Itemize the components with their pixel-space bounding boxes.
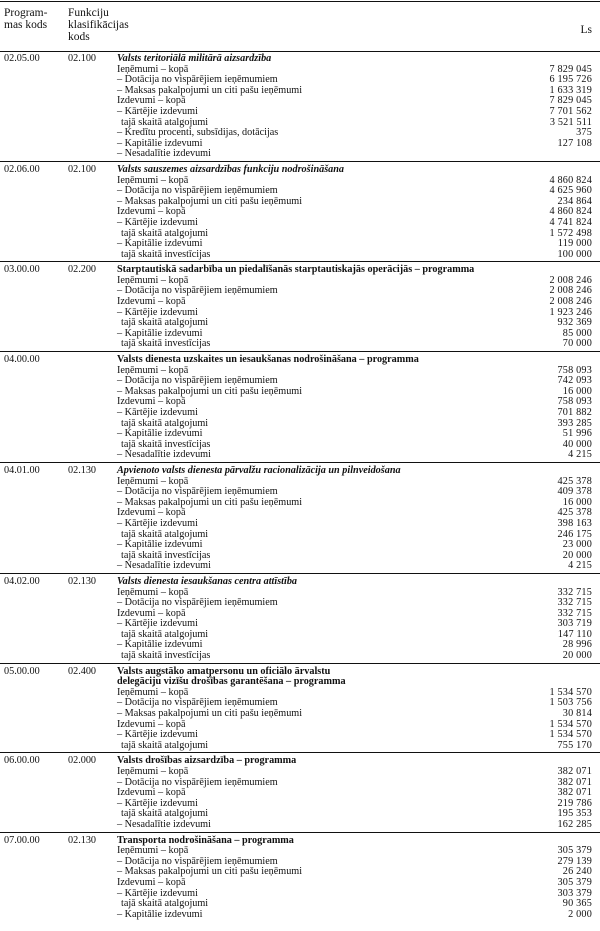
table-body: [0, 54, 600, 920]
line-item-value: 425 378: [557, 507, 592, 519]
line-item-label: – Kapitālie izdevumi: [117, 539, 203, 551]
program-code: 04.00.00: [4, 354, 40, 366]
program-section: [0, 667, 600, 752]
line-item-label: – Kredītu procenti, subsīdijas, dotācijas: [117, 127, 279, 139]
line-item-label: – Maksas pakalpojumi un citi pašu ieņēmumi: [117, 496, 303, 508]
line-item-label: – Dotācija no vispārējiem ieņēmumiem: [117, 375, 278, 387]
line-item-value: 279 139: [557, 855, 592, 867]
section-title-row: [0, 677, 600, 688]
line-item-label: Izdevumi – kopā: [117, 787, 186, 799]
line-item: [0, 286, 600, 297]
line-item: [0, 397, 600, 408]
line-item-value: 30 814: [562, 708, 592, 720]
section-title: Valsts dienesta iesaukšanas centra attīstība: [117, 575, 298, 587]
line-item-value: 1 633 319: [549, 84, 592, 96]
line-item-value: 7 701 562: [549, 105, 592, 117]
line-item: [0, 86, 600, 97]
line-item-value: 1 503 756: [549, 697, 592, 709]
line-item-label: Ieņēmumi – kopā: [117, 364, 189, 376]
line-item-value: 409 378: [557, 486, 592, 498]
line-item-value: 425 378: [557, 475, 592, 487]
line-item-value: 26 240: [562, 866, 592, 878]
line-item-value: 382 071: [557, 776, 592, 788]
line-item-value: 85 000: [562, 327, 592, 339]
line-item-value: 16 000: [562, 385, 592, 397]
line-item-value: 701 882: [557, 407, 592, 418]
line-item-value: 2 008 246: [549, 285, 592, 297]
line-item: [0, 778, 600, 789]
section-title-row: [0, 165, 600, 176]
line-item-value: 4 860 824: [549, 206, 592, 218]
line-item-value: 332 715: [557, 586, 592, 598]
function-code: 02.100: [68, 53, 97, 64]
line-item: [0, 767, 600, 778]
line-item-label: tajā skaitā investīcijas: [121, 338, 211, 350]
section-title: delegāciju vizīšu drošības garantēšana – programma: [117, 676, 346, 688]
line-item-label: Ieņēmumi – kopā: [117, 586, 189, 598]
header-rule: [0, 51, 600, 52]
line-item-label: – Maksas pakalpojumi un citi pašu ieņēmumi: [117, 385, 303, 397]
program-code: 05.00.00: [4, 665, 40, 677]
line-item: [0, 640, 600, 651]
line-item-value: 382 071: [557, 766, 592, 777]
program-section: [0, 265, 600, 350]
line-item-label: tajā skaitā atalgojumi: [121, 227, 209, 239]
line-item-value: 1 534 570: [549, 686, 592, 698]
section-title-row: [0, 756, 600, 767]
top-rule: [0, 1, 600, 2]
line-item-value: 2 008 246: [549, 274, 592, 286]
line-item: [0, 65, 600, 76]
line-item-label: – Dotācija no vispārējiem ieņēmumiem: [117, 697, 278, 709]
line-item: [0, 609, 600, 620]
line-item: [0, 96, 600, 107]
line-item: [0, 149, 600, 160]
line-item-value: 51 996: [562, 428, 592, 440]
line-item: [0, 910, 600, 921]
function-code: 02.200: [68, 264, 97, 276]
program-code: 02.06.00: [4, 163, 40, 175]
function-code: 02.130: [68, 575, 97, 587]
line-item-value: 3 521 511: [549, 116, 592, 128]
line-item-label: Ieņēmumi – kopā: [117, 686, 189, 698]
line-item-label: tajā skaitā atalgojumi: [121, 628, 209, 640]
line-item-label: – Kārtējie izdevumi: [117, 797, 198, 809]
program-section: [0, 54, 600, 160]
program-code: 04.01.00: [4, 464, 40, 476]
line-item-value: 40 000: [562, 438, 592, 450]
line-item-label: – Kārtējie izdevumi: [117, 729, 198, 741]
line-item: [0, 588, 600, 599]
program-code: 02.05.00: [4, 53, 40, 64]
line-item: [0, 440, 600, 451]
line-item-label: tajā skaitā atalgojumi: [121, 317, 209, 329]
line-item: [0, 118, 600, 129]
program-code: 04.02.00: [4, 575, 40, 587]
function-code: 02.100: [68, 163, 97, 175]
line-item-value: 28 996: [562, 639, 592, 651]
line-item-label: – Maksas pakalpojumi un citi pašu ieņēmumi: [117, 195, 303, 207]
program-code: 03.00.00: [4, 264, 40, 276]
line-item-label: – Maksas pakalpojumi un citi pašu ieņēmumi: [117, 84, 303, 96]
section-title: Valsts teritoriālā militārā aizsardzība: [117, 53, 272, 64]
line-item-label: – Kapitālie izdevumi: [117, 908, 203, 920]
line-item-label: Ieņēmumi – kopā: [117, 845, 189, 857]
section-title-row: [0, 54, 600, 65]
program-code: 06.00.00: [4, 755, 40, 767]
section-title: Valsts sauszemes aizsardzības funkciju nodrošināšana: [117, 163, 345, 175]
line-item-label: tajā skaitā investīcijas: [121, 438, 211, 450]
line-item: [0, 889, 600, 900]
line-item-label: tajā skaitā investīcijas: [121, 549, 211, 561]
line-item-label: Izdevumi – kopā: [117, 296, 186, 308]
line-item-value: 1 534 570: [549, 718, 592, 730]
section-title-row: [0, 466, 600, 477]
line-item-label: – Maksas pakalpojumi un citi pašu ieņēmumi: [117, 866, 303, 878]
line-item-value: 4 215: [568, 449, 592, 461]
line-item-label: – Nesadalītie izdevumi: [117, 818, 211, 830]
line-item: [0, 809, 600, 820]
line-item: [0, 741, 600, 752]
line-item-label: – Kārtējie izdevumi: [117, 407, 198, 418]
line-item-label: tajā skaitā atalgojumi: [121, 898, 209, 910]
function-code: 02.400: [68, 665, 97, 677]
line-item: [0, 519, 600, 530]
table-header: [0, 2, 600, 50]
line-item: [0, 250, 600, 261]
line-item: [0, 878, 600, 889]
line-item-label: Ieņēmumi – kopā: [117, 274, 189, 286]
line-item: [0, 387, 600, 398]
line-item-label: – Kapitālie izdevumi: [117, 428, 203, 440]
line-item-value: 393 285: [557, 417, 592, 429]
line-item-label: – Dotācija no vispārējiem ieņēmumiem: [117, 486, 278, 498]
line-item-value: 755 170: [557, 739, 592, 751]
line-item-label: tajā skaitā atalgojumi: [121, 116, 209, 128]
line-item: [0, 329, 600, 340]
line-item: [0, 598, 600, 609]
line-item: [0, 820, 600, 831]
line-item: [0, 899, 600, 910]
line-item-label: – Maksas pakalpojumi un citi pašu ieņēmumi: [117, 708, 303, 720]
line-item-value: 758 093: [557, 364, 592, 376]
line-item: [0, 128, 600, 139]
section-title-row: [0, 265, 600, 276]
program-code: 07.00.00: [4, 834, 40, 846]
line-item-value: 1 923 246: [549, 306, 592, 318]
section-title: Valsts dienesta uzskaites un iesaukšanas nodrošināšana – programma: [117, 354, 419, 366]
line-item: [0, 709, 600, 720]
line-item-label: – Kārtējie izdevumi: [117, 517, 198, 529]
line-item-label: – Kārtējie izdevumi: [117, 105, 198, 117]
line-item: [0, 619, 600, 630]
line-item-label: – Kapitālie izdevumi: [117, 238, 203, 250]
line-item-value: 382 071: [557, 787, 592, 799]
line-item-value: 4 741 824: [549, 216, 592, 228]
line-item-label: tajā skaitā investīcijas: [121, 248, 211, 260]
line-item: [0, 651, 600, 662]
line-item: [0, 688, 600, 699]
line-item: [0, 176, 600, 187]
line-item-value: 4 215: [568, 560, 592, 572]
function-code: 02.000: [68, 755, 97, 767]
line-item-value: 305 379: [557, 845, 592, 857]
line-item-label: Ieņēmumi – kopā: [117, 174, 189, 186]
line-item-value: 932 369: [557, 317, 592, 329]
line-item-value: 162 285: [557, 818, 592, 830]
line-item-label: – Kārtējie izdevumi: [117, 216, 198, 228]
line-item-label: tajā skaitā atalgojumi: [121, 808, 209, 820]
line-item: [0, 239, 600, 250]
line-item: [0, 218, 600, 229]
line-item-value: 2 000: [568, 908, 592, 920]
line-item-label: – Dotācija no vispārējiem ieņēmumiem: [117, 776, 278, 788]
function-code: 02.130: [68, 464, 97, 476]
line-item-value: 23 000: [562, 539, 592, 551]
line-item-label: tajā skaitā atalgojumi: [121, 417, 209, 429]
line-item-value: 119 000: [557, 238, 592, 250]
line-item-label: – Kapitālie izdevumi: [117, 137, 203, 149]
line-item-value: 6 195 726: [549, 74, 592, 86]
line-item-value: 246 175: [557, 528, 592, 540]
program-section: [0, 836, 600, 921]
line-item: [0, 450, 600, 461]
line-item-value: 1 534 570: [549, 729, 592, 741]
line-item-value: 375: [576, 127, 592, 139]
program-section: [0, 577, 600, 662]
line-item: [0, 508, 600, 519]
line-item-value: 2 008 246: [549, 296, 592, 308]
line-item: [0, 561, 600, 572]
line-item-value: 303 719: [557, 618, 592, 630]
line-item-value: 398 163: [557, 517, 592, 529]
line-item: [0, 867, 600, 878]
program-section: [0, 355, 600, 461]
program-section: [0, 466, 600, 572]
line-item-label: tajā skaitā investīcijas: [121, 650, 211, 662]
section-title-row: [0, 836, 600, 847]
line-item-value: 332 715: [557, 607, 592, 619]
line-item: [0, 339, 600, 350]
line-item-value: 1 572 498: [549, 227, 592, 239]
line-item-label: Izdevumi – kopā: [117, 718, 186, 730]
section-title: Starptautiskā sadarbība un piedalīšanās starptautiskajās operācijās – programma: [117, 264, 475, 276]
line-item-value: 20 000: [562, 549, 592, 561]
section-title: Valsts augstāko amatpersonu un oficiālo ārvalstu: [117, 665, 331, 677]
line-item-label: – Dotācija no vispārējiem ieņēmumiem: [117, 74, 278, 86]
line-item: [0, 429, 600, 440]
line-item-value: 742 093: [557, 375, 592, 387]
line-item-label: – Dotācija no vispārējiem ieņēmumiem: [117, 855, 278, 867]
line-item: [0, 498, 600, 509]
line-item-value: 7 829 045: [549, 63, 592, 75]
line-item: [0, 207, 600, 218]
line-item-label: – Dotācija no vispārējiem ieņēmumiem: [117, 185, 278, 197]
line-item: [0, 297, 600, 308]
line-item-label: Ieņēmumi – kopā: [117, 766, 189, 777]
line-item-value: 234 864: [557, 195, 592, 207]
function-code: 02.130: [68, 834, 97, 846]
line-item: [0, 477, 600, 488]
line-item-value: 195 353: [557, 808, 592, 820]
line-item: [0, 720, 600, 731]
line-item-value: 305 379: [557, 876, 592, 888]
line-item-label: Ieņēmumi – kopā: [117, 63, 189, 75]
line-item: [0, 318, 600, 329]
program-section: [0, 165, 600, 260]
line-item: [0, 408, 600, 419]
line-item-label: Izdevumi – kopā: [117, 396, 186, 408]
line-item: [0, 366, 600, 377]
line-item-label: – Nesadalītie izdevumi: [117, 148, 211, 160]
line-item-value: 127 108: [557, 137, 592, 149]
line-item-value: 332 715: [557, 597, 592, 609]
line-item-label: tajā skaitā atalgojumi: [121, 739, 209, 751]
line-item-label: Izdevumi – kopā: [117, 507, 186, 519]
line-item-value: 303 379: [557, 887, 592, 899]
header-currency: Ls: [580, 24, 592, 36]
section-title-row: [0, 577, 600, 588]
line-item: [0, 788, 600, 799]
header-program-code: Program- mas kods: [4, 7, 48, 31]
line-item-label: – Kapitālie izdevumi: [117, 639, 203, 651]
line-item-label: – Kapitālie izdevumi: [117, 327, 203, 339]
line-item: [0, 530, 600, 541]
line-item-value: 100 000: [557, 248, 592, 260]
line-item-label: – Nesadalītie izdevumi: [117, 449, 211, 461]
line-item-value: 758 093: [557, 396, 592, 408]
line-item-label: – Kārtējie izdevumi: [117, 618, 198, 630]
line-item: [0, 107, 600, 118]
line-item-value: 4 860 824: [549, 174, 592, 186]
line-item: [0, 630, 600, 641]
line-item-label: Izdevumi – kopā: [117, 876, 186, 888]
line-item-value: 70 000: [562, 338, 592, 350]
line-item-label: Izdevumi – kopā: [117, 95, 186, 107]
line-item-value: 16 000: [562, 496, 592, 508]
line-item: [0, 551, 600, 562]
line-item-value: 219 786: [557, 797, 592, 809]
line-item-value: 90 365: [562, 898, 592, 910]
line-item: [0, 419, 600, 430]
section-title: Apvienoto valsts dienesta pārvalžu racionalizācija un pilnveidošana: [117, 464, 401, 476]
line-item-value: 147 110: [557, 628, 592, 640]
line-item-label: Izdevumi – kopā: [117, 607, 186, 619]
line-item: [0, 799, 600, 810]
line-item: [0, 229, 600, 240]
line-item-label: – Nesadalītie izdevumi: [117, 560, 211, 572]
line-item-label: Ieņēmumi – kopā: [117, 475, 189, 487]
line-item: [0, 540, 600, 551]
line-item-label: – Kārtējie izdevumi: [117, 887, 198, 899]
program-section: [0, 756, 600, 830]
line-item-value: 4 625 960: [549, 185, 592, 197]
line-item-label: – Kārtējie izdevumi: [117, 306, 198, 318]
line-item-value: 20 000: [562, 650, 592, 662]
line-item: [0, 846, 600, 857]
line-item: [0, 308, 600, 319]
section-title: Valsts drošības aizsardzība – programma: [117, 755, 297, 767]
line-item: [0, 276, 600, 287]
line-item-label: – Dotācija no vispārējiem ieņēmumiem: [117, 597, 278, 609]
header-function-code: Funkciju klasifikācijas kods: [68, 7, 129, 43]
line-item-label: tajā skaitā atalgojumi: [121, 528, 209, 540]
line-item-label: Izdevumi – kopā: [117, 206, 186, 218]
line-item-label: – Dotācija no vispārējiem ieņēmumiem: [117, 285, 278, 297]
line-item: [0, 197, 600, 208]
line-item: [0, 139, 600, 150]
section-title-row: [0, 355, 600, 366]
line-item-value: 7 829 045: [549, 95, 592, 107]
line-item: [0, 730, 600, 741]
section-title: Transporta nodrošināšana – programma: [117, 834, 294, 846]
